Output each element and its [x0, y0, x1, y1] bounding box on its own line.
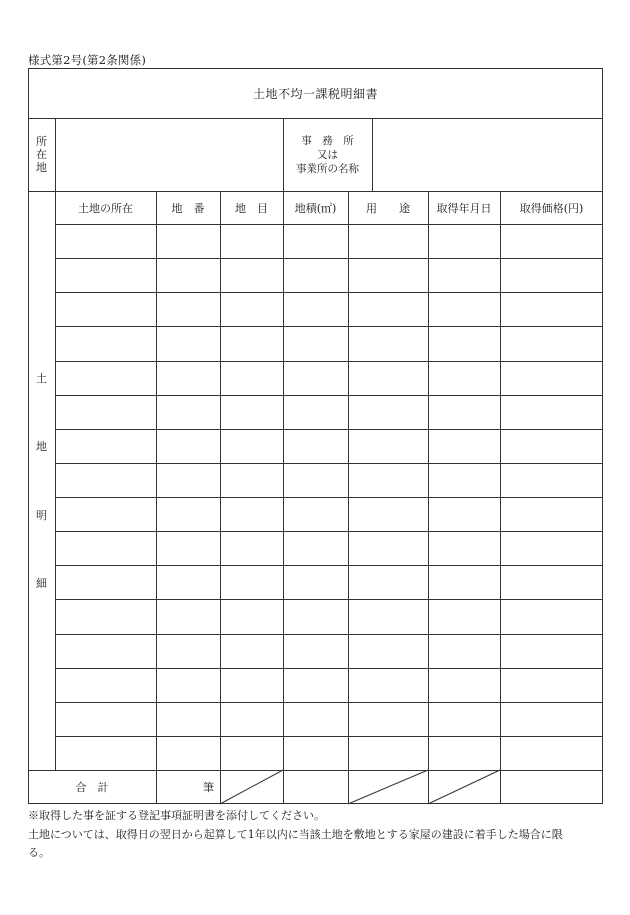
note-condition: 土地については、取得日の翌日から起算して1年以内に当該土地を敷地とする家屋の建設に着手した場合に限: [28, 827, 563, 841]
col-header-lot-number: 地 番: [171, 201, 205, 215]
usage-total-diagonal: [348, 770, 428, 804]
col-header-area: 地積(㎡): [294, 201, 337, 215]
col-header-land-category: 地 目: [235, 201, 268, 215]
col-header-usage: 用 途: [366, 201, 410, 215]
col-header-acquisition-date: 取得年月日: [436, 201, 492, 215]
office-name-label: 事 務 所 又は 事業所の名称: [296, 134, 359, 175]
col-header-acquisition-price: 取得価格(円): [519, 201, 584, 215]
land-detail-side-label: 土 地 明 細: [36, 372, 47, 590]
col-header-location: 土地の所在: [78, 201, 133, 215]
date-total-diagonal: [428, 770, 500, 804]
land-category-total-diagonal: [220, 770, 283, 804]
note-attachment: ※取得した事を証する登記事項証明書を添付してください。: [28, 809, 325, 822]
note-condition-cont: る。: [28, 846, 50, 859]
parcel-count-unit: 筆: [203, 781, 214, 794]
form-number-label: 様式第2号(第2条関係): [28, 53, 147, 67]
form-title: 土地不均一課税明細書: [252, 86, 378, 101]
location-label: 所 在 地: [36, 135, 47, 174]
form-notes: [28, 807, 608, 863]
total-label: 合 計: [75, 781, 109, 794]
